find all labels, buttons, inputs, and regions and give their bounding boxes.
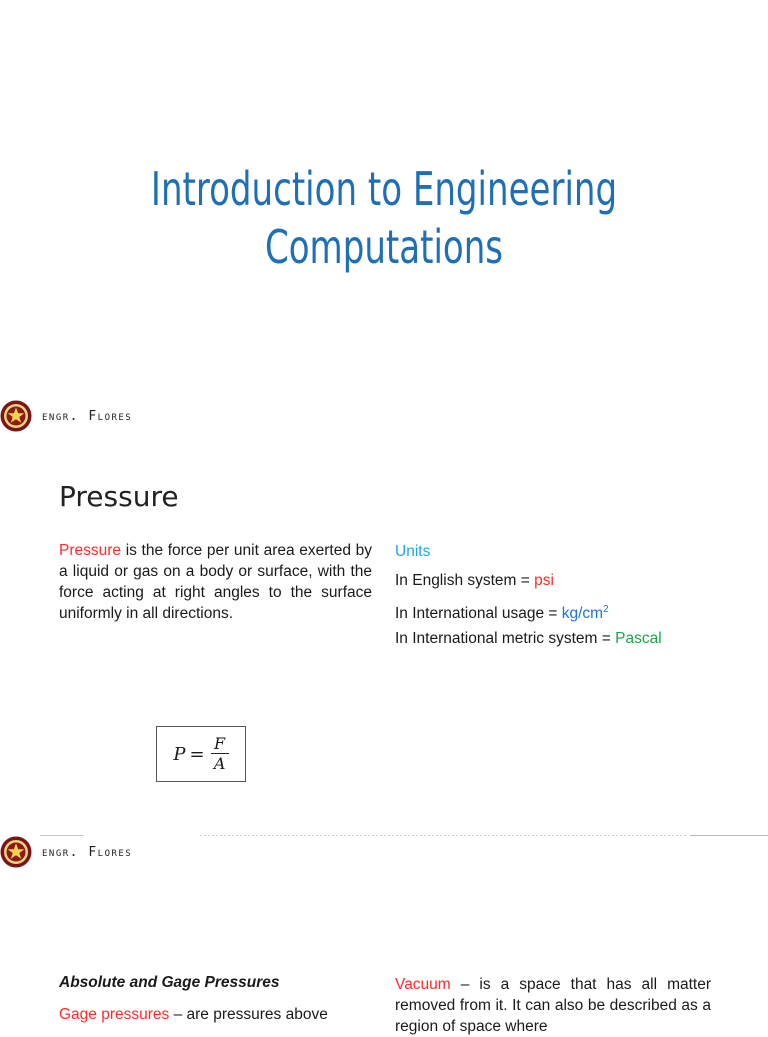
pressure-definition	[59, 540, 372, 624]
vacuum-definition	[395, 974, 711, 1037]
vacuum-term: Vacuum	[395, 976, 451, 993]
brand-header	[0, 400, 132, 432]
formula-numerator: F	[214, 734, 226, 753]
definition-text: is the force per unit area exerted by a liquid or gas on a body or surface, with the force acting at right angles to the surface uniformly in all directions.	[59, 542, 372, 622]
formula-lhs: P	[173, 743, 186, 765]
unit-superscript: 2	[603, 604, 609, 615]
gage-column	[59, 972, 372, 1026]
brand-name: engr. Flores	[42, 408, 133, 424]
title-line-1: Introduction to Engineering	[150, 162, 618, 216]
vacuum-text: – is a space that has all matter removed from it. It can also be described as a region of space where	[395, 976, 711, 1035]
unit-value: Pascal	[615, 630, 662, 647]
unit-label: In English system =	[395, 572, 535, 589]
unit-english	[395, 566, 711, 595]
gage-text: – are pressures above	[169, 1006, 328, 1023]
brand-header	[0, 836, 132, 868]
unit-label: In International usage =	[395, 605, 562, 623]
seal-logo-icon	[0, 400, 32, 432]
units-list	[395, 537, 711, 653]
formula-equals: =	[189, 743, 205, 765]
pressure-formula	[156, 726, 246, 782]
unit-value: psi	[534, 572, 554, 589]
unit-value: kg/cm	[561, 605, 604, 623]
pressure-slide	[0, 390, 768, 830]
presentation-title	[100, 160, 668, 276]
definition-term: Pressure	[59, 542, 122, 559]
units-heading: Units	[395, 543, 431, 560]
unit-label: In International metric system =	[395, 630, 616, 647]
title-line-2: Computations	[264, 220, 504, 274]
formula-fraction	[211, 734, 229, 774]
gage-definition	[59, 1004, 372, 1026]
title-slide	[0, 0, 768, 390]
unit-international	[395, 595, 711, 624]
slide-divider	[40, 835, 768, 836]
unit-metric	[395, 624, 711, 653]
absolute-gage-slide	[0, 830, 768, 1035]
formula-denominator: A	[213, 754, 226, 773]
brand-name: engr. Flores	[42, 844, 133, 860]
slide-heading: Pressure	[59, 480, 179, 513]
seal-logo-icon	[0, 836, 32, 868]
gage-term: Gage pressures	[59, 1006, 170, 1023]
section-heading: Absolute and Gage Pressures	[59, 974, 280, 991]
